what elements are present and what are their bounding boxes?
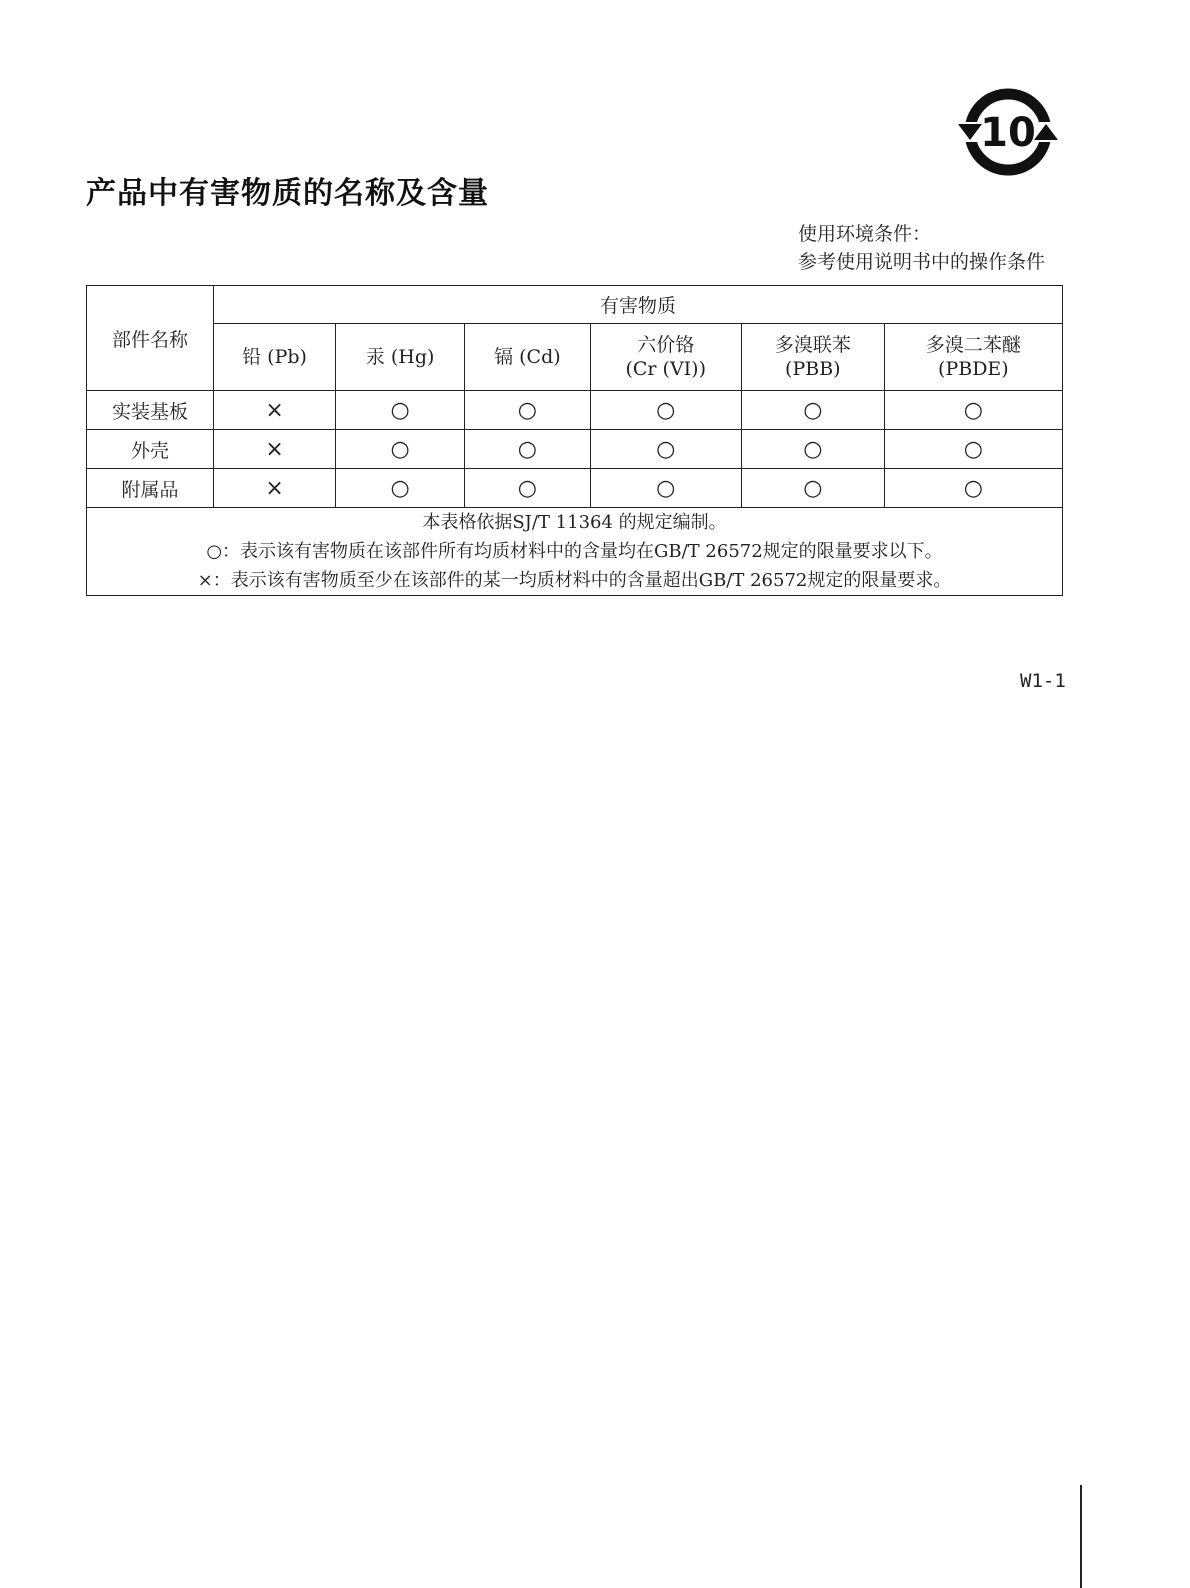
part-name-header: 部件名称 [87,286,214,391]
part-name: 附属品 [87,469,214,508]
mark-cell: ○ [884,430,1062,469]
substance-column-header: 多溴二苯醚 (PBDE) [884,324,1062,391]
mark-cell: ○ [465,469,590,508]
mark-cell: ○ [336,391,465,430]
mark-cell: ○ [884,469,1062,508]
mark-cell: ○ [590,469,741,508]
substance-column-header: 汞 (Hg) [336,324,465,391]
substance-column-header: 多溴联苯 (PBB) [741,324,884,391]
table-row [87,430,1063,469]
document-code: W1-1 [1020,670,1066,692]
part-name: 实装基板 [87,391,214,430]
note-line: 本表格依据SJ/T 11364 的规定编制。 [422,512,727,533]
mark-cell: ○ [741,391,884,430]
hazardous-substances-table [86,285,1063,596]
substance-column-header: 铅 (Pb) [214,324,336,391]
mark-cell: × [214,430,336,469]
note-line: ×：表示该有害物质至少在该部件的某一均质材料中的含量超出GB/T 26572规定的限量要求。 [197,570,952,591]
mark-cell: ○ [741,430,884,469]
table-notes [87,508,1063,596]
substance-column-header: 六价铬 (Cr (VI)) [590,324,741,391]
mark-cell: ○ [336,469,465,508]
mark-cell: ○ [465,430,590,469]
efup-10-logo [958,86,1058,178]
mark-cell: ○ [590,430,741,469]
mark-cell: ○ [465,391,590,430]
substance-column-header: 镉 (Cd) [465,324,590,391]
mark-cell: × [214,469,336,508]
usage-conditions [798,220,1045,276]
page-edge-rule [1080,1485,1082,1588]
mark-cell: ○ [884,391,1062,430]
page-title: 产品中有害物质的名称及含量 [86,176,489,211]
mark-cell: × [214,391,336,430]
conditions-text: 参考使用说明书中的操作条件 [798,251,1046,273]
conditions-label: 使用环境条件： [798,223,932,245]
note-line: ○：表示该有害物质在该部件所有均质材料中的含量均在GB/T 26572规定的限量要求以下。 [206,541,943,562]
logo-number: 10 [980,110,1036,156]
substances-header: 有害物质 [214,286,1063,324]
part-name: 外壳 [87,430,214,469]
mark-cell: ○ [336,430,465,469]
mark-cell: ○ [590,391,741,430]
table-row [87,391,1063,430]
table-row [87,469,1063,508]
mark-cell: ○ [741,469,884,508]
